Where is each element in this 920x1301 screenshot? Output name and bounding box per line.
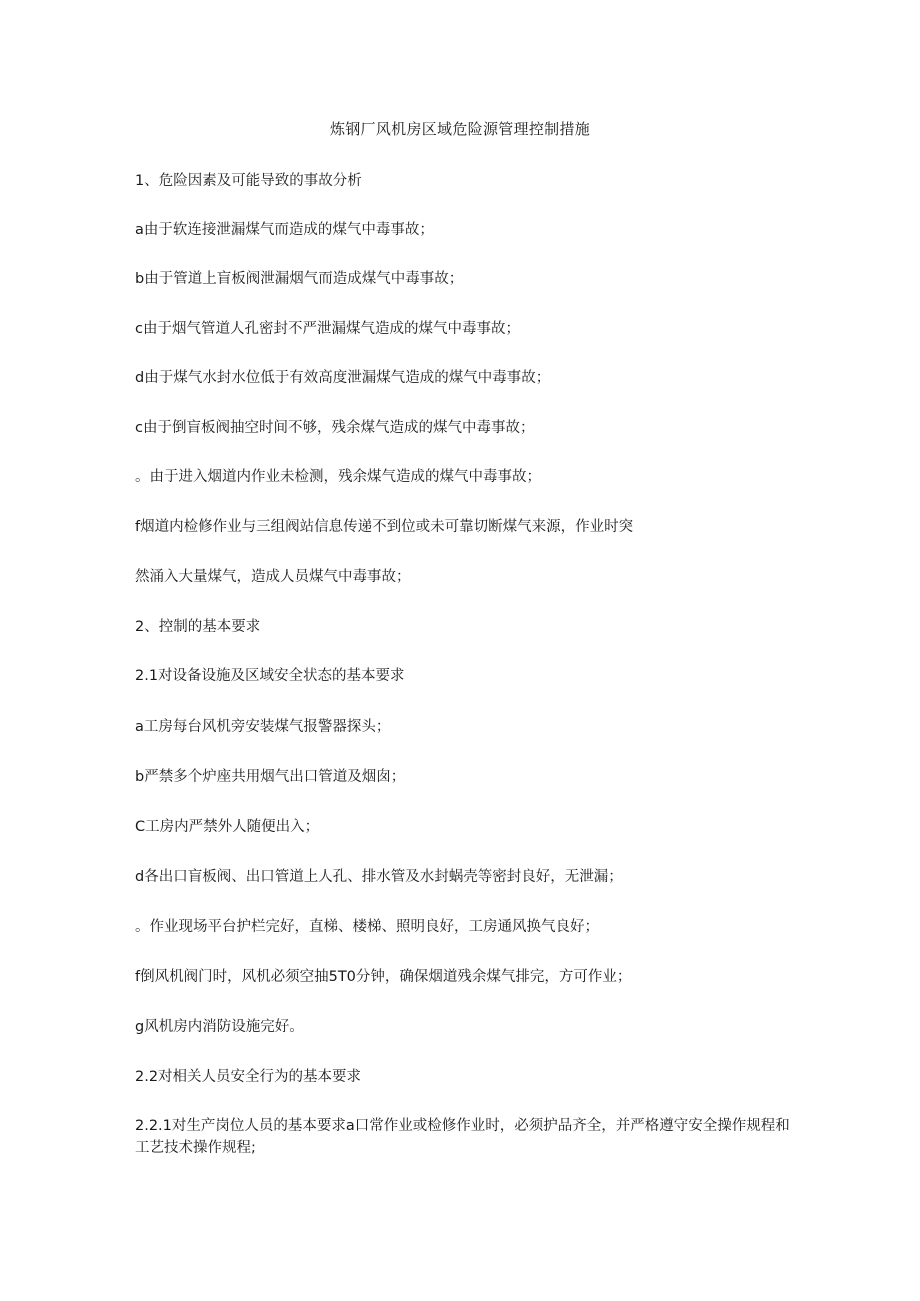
requirement-item-e: 。作业现场平台护栏完好，直梯、楼梯、照明良好，工房通风换气良好； [135,919,599,935]
requirement-item-a: a工房每台风机旁安装煤气报警器探头； [135,719,391,735]
subsection-heading-2-2: 2.2对相关人员安全行为的基本要求 [135,1069,362,1085]
hazard-item-f-line2: 然涌入大量煤气，造成人员煤气中毒事故； [135,569,411,585]
section-heading-2: 2、控制的基本要求 [135,619,261,635]
hazard-item-c: c由于烟气管道人孔密封不严泄漏煤气造成的煤气中毒事故； [135,321,520,337]
document-title: 炼钢厂风机房区域危险源管理控制措施 [329,120,591,138]
hazard-item-c2: c由于倒盲板阀抽空时间不够，残余煤气造成的煤气中毒事故； [135,420,535,436]
section-heading-1: 1、危险因素及可能导致的事故分析 [135,173,362,189]
requirement-item-f: f倒风机阀门时，风机必须空抽5T0分钟，确保烟道残余煤气排完，方可作业； [135,969,632,985]
hazard-item-d: d由于煤气水封水位低于有效高度泄漏煤气造成的煤气中毒事故； [135,370,551,386]
requirement-item-b: b严禁多个炉座共用烟气出口管道及烟囱； [135,769,406,785]
requirement-item-c: C工房内严禁外人随便出入； [135,819,320,835]
hazard-item-a: a由于软连接泄漏煤气而造成的煤气中毒事故； [135,222,434,238]
hazard-item-e: 。由于进入烟道内作业未检测，残余煤气造成的煤气中毒事故； [135,469,541,485]
subsection-2-2-1-paragraph: 2.2.1对生产岗位人员的基本要求a口常作业或检修作业时，必须护品齐全，并严格遵守安全操作规程和工艺技术操作规程; [135,1118,790,1156]
requirement-item-d: d各出口盲板阀、出口管道上人孔、排水管及水封蜗壳等密封良好，无泄漏； [135,869,623,885]
requirement-item-g: g风机房内消防设施完好。 [135,1019,304,1035]
hazard-item-b: b由于管道上盲板阀泄漏烟气而造成煤气中毒事故； [135,271,464,287]
subsection-heading-2-1: 2.1对设备设施及区域安全状态的基本要求 [135,668,405,684]
hazard-item-f-line1: f烟道内检修作业与三组阀站信息传递不到位或未可靠切断煤气来源，作业时突 [135,519,634,535]
